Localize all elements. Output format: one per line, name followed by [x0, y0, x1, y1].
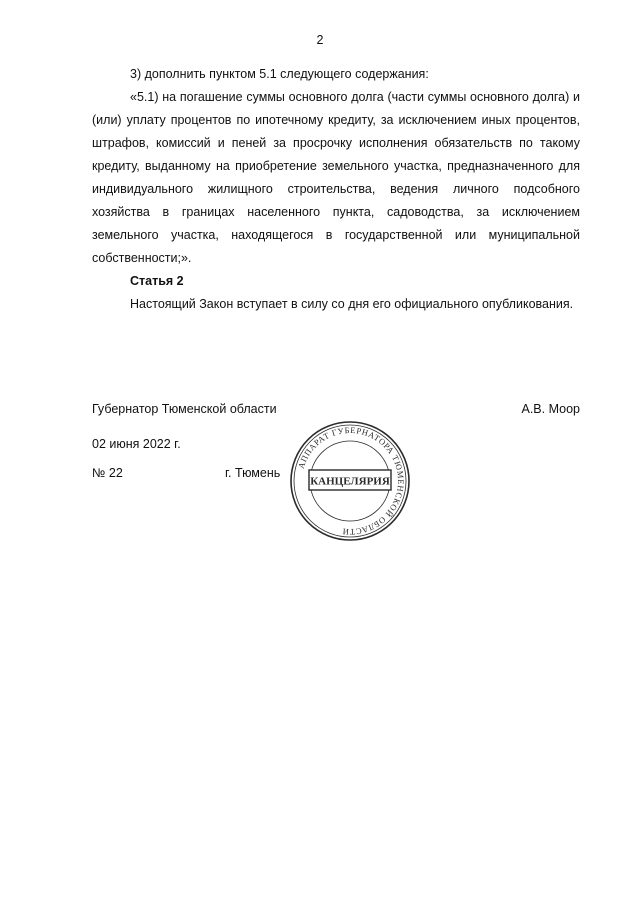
document-body [92, 63, 580, 316]
document-city: г. Тюмень [225, 466, 281, 480]
signature-block [92, 398, 580, 421]
signatory-name: А.В. Моор [521, 402, 580, 416]
article-text: Настоящий Закон вступает в силу со дня его официального опубликования. [130, 297, 574, 311]
signatory-position: Губернатор Тюменской области [92, 402, 277, 416]
stamp-ring-text: АППАРАТ ГУБЕРНАТОРА ТЮМЕНСКОЙ ОБЛАСТИ [295, 424, 407, 538]
office-stamp [289, 420, 411, 542]
amendment-intro: 3) дополнить пунктом 5.1 следующего содержания: [130, 67, 429, 81]
document-date: 02 июня 2022 г. [92, 437, 181, 451]
page-number: 2 [316, 33, 324, 47]
article-heading: Статья 2 [130, 274, 184, 288]
amendment-text: «5.1) на погашение суммы основного долга (части суммы основного долга) и (или) уплату процентов по ипотечному кредиту, за исключением иных процентов, штрафов, комиссий и пеней за просрочку исполнения обязательств по такому кредиту, выданному на приобретение земельного участка, предназначенного для индивидуального жилищного строительства, ведения личного подсобного хозяйства в границах населенного пункта, садоводства, за исключением земельного участка, находящегося в государственной или муниципальной собственности;». [92, 90, 580, 265]
stamp-center-text: КАНЦЕЛЯРИЯ [310, 475, 390, 488]
document-number: № 22 [92, 466, 123, 480]
